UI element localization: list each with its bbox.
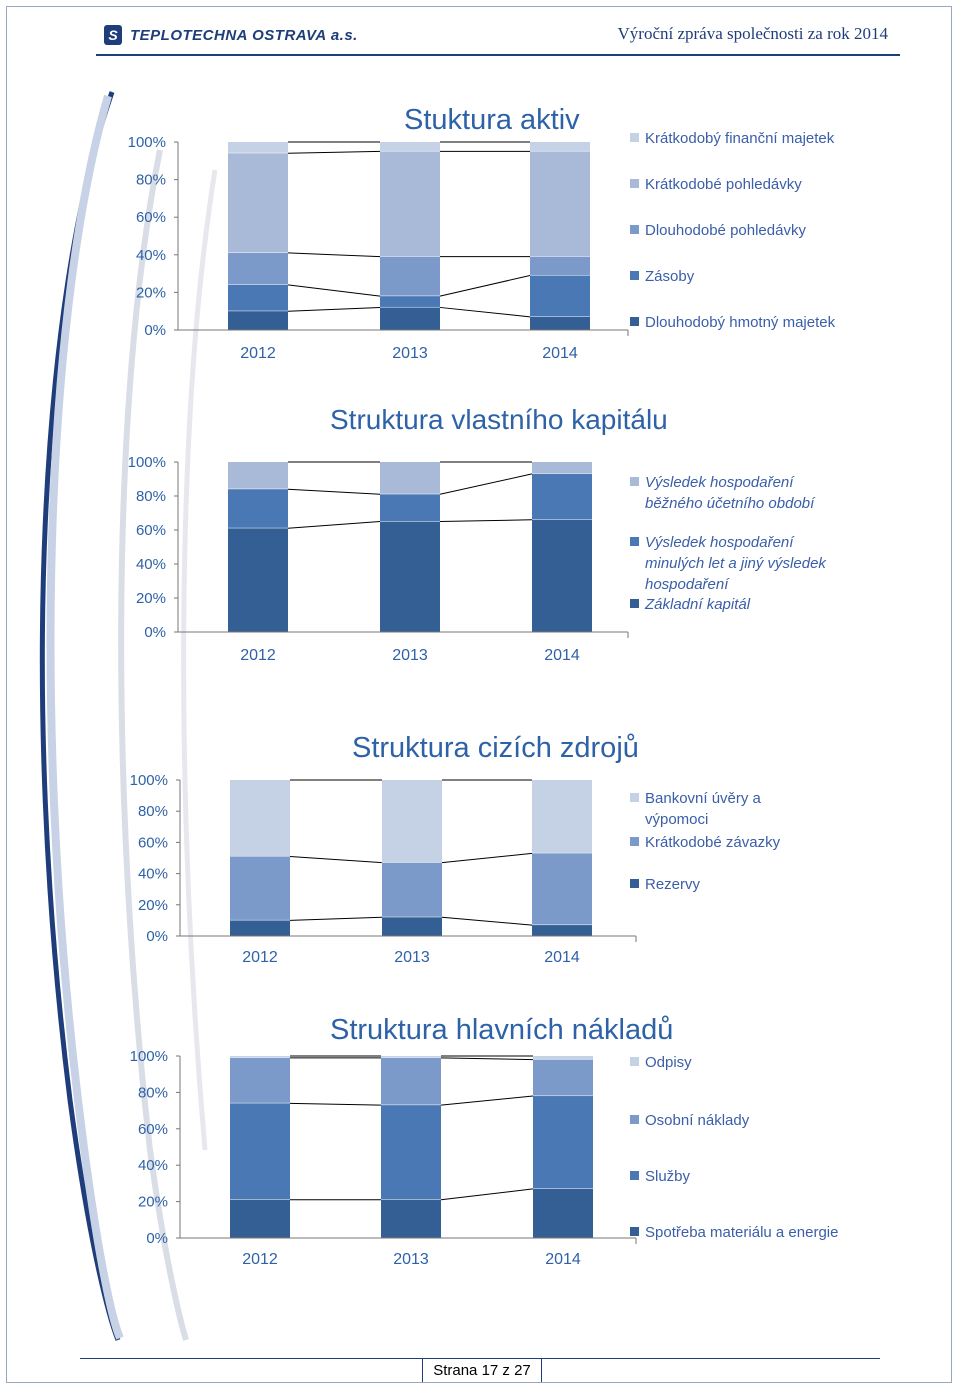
y-tick-label: 20% [137, 896, 168, 914]
series-connector-line [288, 489, 380, 494]
bar-segment [380, 522, 440, 632]
legend-label: Odpisy [645, 1054, 692, 1071]
logo-text: TEPLOTECHNA OSTRAVA a.s. [130, 26, 358, 44]
legend-swatch [630, 133, 639, 142]
legend-item [630, 174, 802, 195]
report-title: Výroční zpráva společnosti za rok 2014 [617, 24, 888, 43]
bar-segment [228, 462, 288, 489]
bar-segment [530, 257, 590, 275]
chart-title: Struktura vlastního kapitálu [330, 404, 668, 435]
x-tick-label: 2012 [242, 949, 278, 966]
legend-swatch [630, 599, 639, 608]
legend-item [630, 1110, 749, 1131]
bar-segment [380, 151, 440, 256]
series-connector-line [288, 285, 380, 296]
bar-segment [380, 257, 440, 296]
bar-segment [230, 856, 290, 919]
legend-swatch [630, 1115, 639, 1124]
bar-segment [532, 925, 592, 935]
company-logo [104, 24, 358, 46]
legend-item [630, 312, 835, 333]
legend-label: Služby [645, 1168, 691, 1185]
legend-label: Krátkodobé pohledávky [645, 176, 802, 193]
legend-label: Spotřeba materiálu a energie [645, 1224, 839, 1241]
x-tick-label: 2013 [392, 345, 428, 362]
bar-segment [382, 780, 442, 862]
legend-label: Krátkodobé závazky [645, 834, 781, 851]
legend-item [630, 874, 700, 895]
legend-label: Krátkodobý finanční majetek [645, 130, 835, 147]
legend-swatch [630, 477, 639, 486]
y-tick-label: 100% [127, 134, 166, 151]
y-tick-label: 100% [127, 454, 166, 471]
bar-segment [532, 853, 592, 924]
legend-label: Dlouhodobý hmotný majetek [645, 314, 836, 331]
legend-item [630, 832, 780, 853]
y-tick-label: 40% [135, 556, 166, 573]
bar-segment [380, 462, 440, 494]
y-tick-label: 0% [144, 322, 166, 339]
series-connector-line [440, 307, 530, 316]
legend-item [630, 1052, 692, 1073]
bar-segment [530, 142, 590, 151]
legend-label: Výsledek hospodaření běžného účetního období [645, 474, 815, 512]
bar-segment [380, 307, 440, 329]
legend-item [630, 220, 806, 241]
legend-swatch [630, 1227, 639, 1236]
legend-swatch [630, 1171, 639, 1180]
series-connector-line [290, 856, 382, 862]
y-tick-label: 40% [137, 1157, 168, 1175]
y-tick-label: 80% [137, 1084, 168, 1102]
bar-segment [380, 296, 440, 307]
y-tick-label: 0% [146, 1230, 168, 1247]
bar-segment [228, 285, 288, 311]
x-tick-label: 2012 [240, 345, 276, 362]
series-connector-line [441, 1096, 533, 1105]
legend-item [630, 532, 840, 595]
y-tick-label: 20% [135, 284, 166, 302]
legend-swatch [630, 1057, 639, 1066]
legend-item [630, 266, 694, 287]
legend-item [630, 788, 800, 830]
bar-segment [380, 494, 440, 521]
legend-label: Rezervy [645, 876, 701, 893]
series-connector-line [440, 275, 530, 296]
x-tick-label: 2013 [392, 647, 428, 664]
legend-label: Zásoby [645, 268, 695, 285]
bar-segment [533, 1060, 593, 1096]
x-tick-label: 2013 [393, 1251, 429, 1268]
bar-segment [382, 863, 442, 917]
series-connector-line [288, 307, 380, 311]
legend-swatch [630, 537, 639, 546]
bar-segment [381, 1056, 441, 1057]
legend-label: Výsledek hospodaření minulých let a jiný výsledek hospodaření [645, 534, 826, 593]
chart-structure-costs [0, 1010, 960, 1300]
y-tick-label: 100% [129, 772, 168, 789]
bar-segment [228, 142, 288, 153]
y-tick-label: 0% [146, 928, 168, 945]
y-tick-label: 60% [137, 834, 168, 852]
bar-segment [533, 1056, 593, 1059]
bar-segment [228, 489, 288, 528]
x-tick-label: 2014 [542, 345, 578, 362]
series-connector-line [442, 853, 532, 862]
chart-svg [0, 730, 960, 990]
y-tick-label: 80% [135, 488, 166, 505]
legend-swatch [630, 837, 639, 846]
series-connector-line [290, 1103, 381, 1105]
bar-segment [533, 1189, 593, 1238]
bar-segment [228, 253, 288, 284]
bar-segment [230, 1103, 290, 1199]
page-header [0, 0, 960, 60]
series-connector-line [288, 522, 380, 529]
legend-swatch [630, 879, 639, 888]
bar-segment [532, 520, 592, 632]
legend-item [630, 1222, 838, 1243]
series-connector-line [290, 917, 382, 920]
chart-title: Struktura cizích zdrojů [352, 732, 639, 764]
legend-item [630, 1166, 690, 1187]
bar-segment [381, 1105, 441, 1199]
legend-label: Základní kapitál [645, 596, 751, 613]
bar-segment [530, 317, 590, 330]
bar-segment [228, 153, 288, 252]
y-tick-label: 60% [137, 1120, 168, 1138]
y-tick-label: 40% [135, 246, 166, 264]
series-connector-line [440, 520, 532, 522]
x-tick-label: 2012 [240, 647, 276, 664]
x-tick-label: 2014 [544, 949, 580, 966]
chart-svg [0, 1010, 960, 1300]
page-number: Strana 17 z 27 [433, 1362, 531, 1379]
footer-page-box [422, 1358, 542, 1382]
legend-swatch [630, 179, 639, 188]
series-connector-line [441, 1189, 533, 1200]
bar-segment [381, 1200, 441, 1238]
y-tick-label: 20% [137, 1193, 168, 1211]
y-tick-label: 80% [137, 803, 168, 821]
bar-segment [230, 780, 290, 856]
x-tick-label: 2013 [394, 949, 430, 966]
series-connector-line [441, 1058, 533, 1060]
legend-swatch [630, 225, 639, 234]
chart-structure-assets [0, 100, 960, 380]
y-tick-label: 20% [135, 590, 166, 607]
bar-segment [230, 1200, 290, 1238]
bar-segment [533, 1096, 593, 1188]
bar-segment [530, 275, 590, 316]
legend-label: Osobní náklady [645, 1112, 750, 1129]
bar-segment [230, 1056, 290, 1057]
logo-mark-icon: S [104, 25, 122, 45]
series-connector-line [288, 151, 380, 153]
bar-segment [382, 917, 442, 935]
y-tick-label: 100% [129, 1048, 168, 1065]
bar-segment [230, 1058, 290, 1103]
bar-segment [530, 151, 590, 256]
y-tick-label: 40% [137, 865, 168, 883]
legend-label: Bankovní úvěry a výpomoci [645, 790, 761, 828]
x-tick-label: 2014 [545, 1251, 581, 1268]
bar-segment [532, 462, 592, 473]
x-tick-label: 2014 [544, 647, 580, 664]
y-tick-label: 80% [135, 171, 166, 189]
x-tick-label: 2012 [242, 1251, 278, 1268]
y-tick-label: 60% [135, 522, 166, 539]
y-tick-label: 60% [135, 209, 166, 227]
bar-segment [381, 1058, 441, 1105]
legend-item [630, 128, 834, 149]
chart-structure-equity [0, 400, 960, 690]
legend-label: Dlouhodobé pohledávky [645, 222, 806, 239]
bar-segment [532, 474, 592, 519]
legend-swatch [630, 793, 639, 802]
chart-title: Stuktura aktiv [404, 104, 580, 136]
y-tick-label: 0% [144, 624, 166, 641]
header-rule [96, 54, 900, 56]
chart-title: Struktura hlavních nákladů [330, 1014, 674, 1046]
bar-segment [230, 920, 290, 935]
bar-segment [532, 780, 592, 853]
legend-swatch [630, 317, 639, 326]
bar-segment [228, 528, 288, 631]
legend-item [630, 472, 820, 514]
legend-item [630, 594, 750, 615]
bar-segment [228, 311, 288, 329]
series-connector-line [442, 917, 532, 925]
series-connector-line [440, 474, 532, 494]
bar-segment [380, 142, 440, 151]
legend-swatch [630, 271, 639, 280]
series-connector-line [288, 253, 380, 257]
chart-structure-liabilities [0, 730, 960, 990]
